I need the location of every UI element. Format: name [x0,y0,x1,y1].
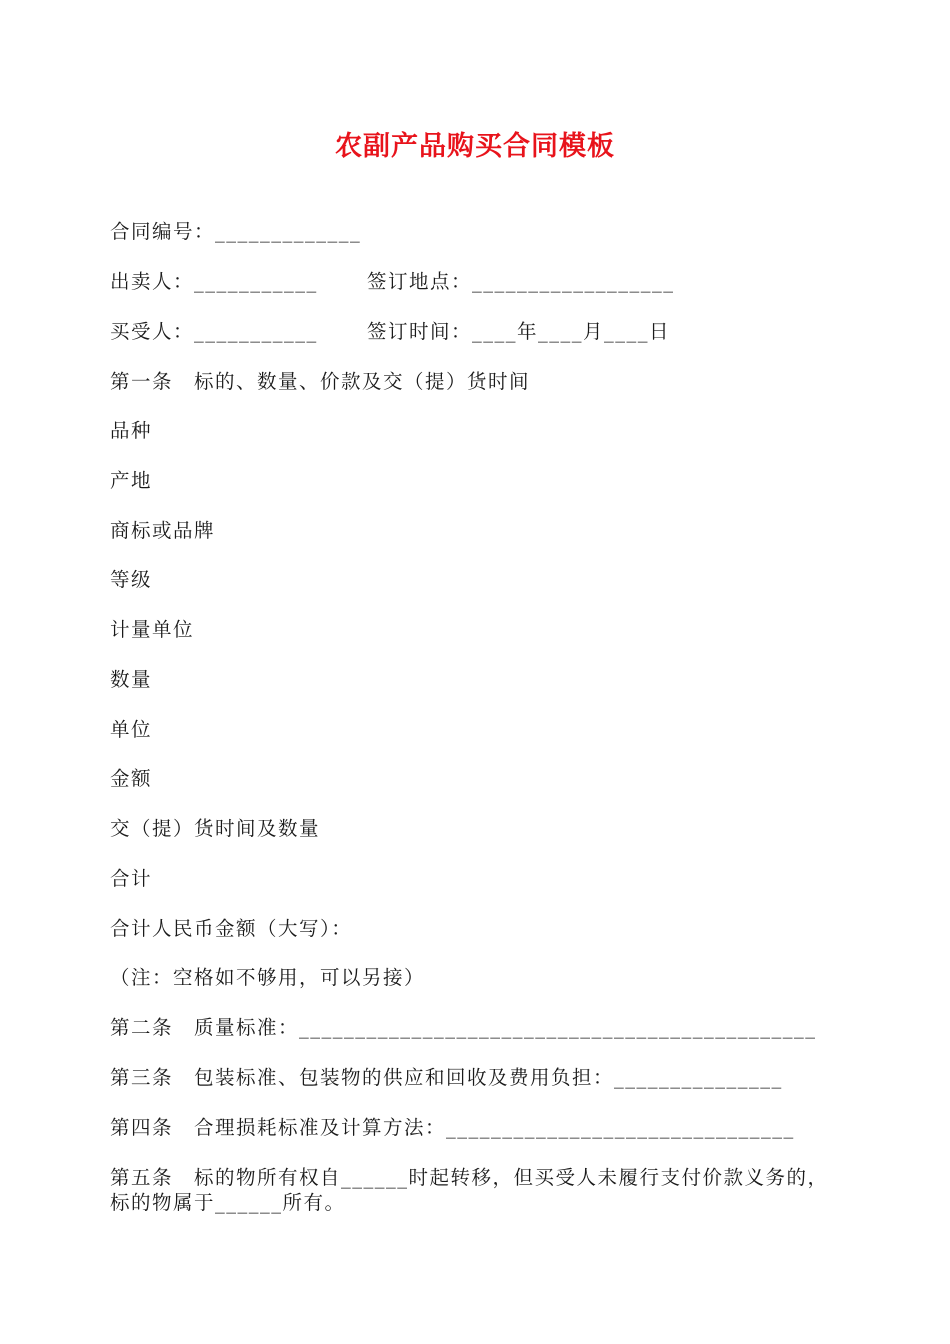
article-3-line: 第三条 包装标准、包装物的供应和回收及费用负担：_______________ [110,1066,783,1089]
field-quantity: 数量 [110,668,153,691]
buyer-line: 买受人：___________ [110,320,318,343]
article-4-line: 第四条 合理损耗标准及计算方法：_______________________________ [110,1116,795,1139]
note-line: （注：空格如不够用，可以另接） [110,966,426,989]
field-unit-of-measure: 计量单位 [110,618,195,641]
sign-time-line: 签订时间：____年____月____日 [367,320,671,343]
field-brand: 商标或品牌 [110,519,216,542]
field-delivery-time: 交（提）货时间及数量 [110,817,321,840]
field-total: 合计 [110,867,153,890]
seller-line: 出卖人：___________ [110,270,318,293]
field-variety: 品种 [110,419,153,442]
article-2-line: 第二条 质量标准：______________________________________________ [110,1016,817,1039]
field-amount: 金额 [110,767,153,790]
document-title: 农副产品购买合同模板 [335,131,615,162]
field-total-rmb: 合计人民币金额（大写）： [110,917,353,940]
field-origin: 产地 [110,469,153,492]
field-grade: 等级 [110,568,153,591]
sign-place-line: 签订地点：__________________ [367,270,675,293]
article-1-heading: 第一条 标的、数量、价款及交（提）货时间 [110,370,531,393]
article-5-paragraph: 第五条 标的物所有权自______时起转移，但买受人未履行支付价款义务的，标的物属于______所有。 [110,1166,829,1214]
contract-number-line: 合同编号：_____________ [110,220,362,243]
field-unit: 单位 [110,718,153,741]
